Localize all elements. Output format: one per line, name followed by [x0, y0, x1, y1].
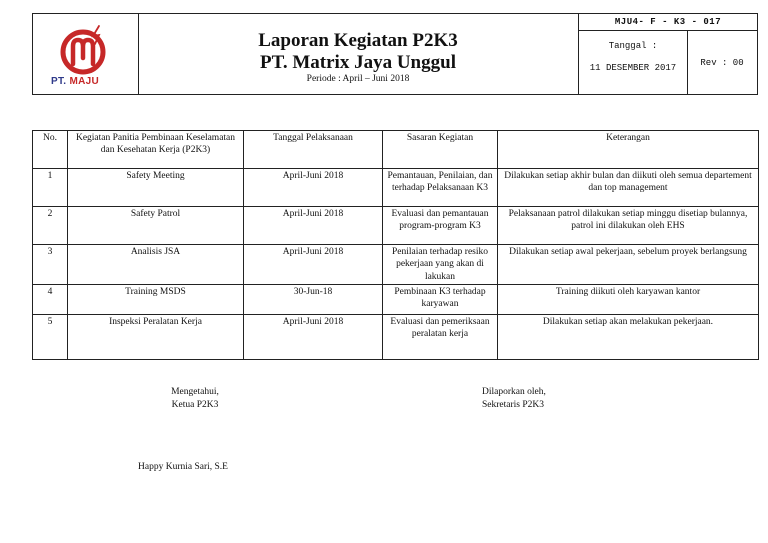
table-row — [33, 207, 759, 245]
cell-tanggal: April-Juni 2018 — [244, 315, 383, 360]
company-logo-icon — [55, 24, 115, 76]
table-row — [33, 285, 759, 315]
table-row — [33, 245, 759, 285]
cell-sasaran: Evaluasi dan pemantauan program-program K3 — [383, 207, 498, 245]
col-header-sasaran: Sasaran Kegiatan — [383, 131, 498, 169]
cell-no: 1 — [33, 169, 68, 207]
logo-cell — [33, 14, 139, 94]
activities-table — [32, 130, 759, 360]
cell-sasaran: Pemantauan, Penilaian, dan terhadap Pelaksanaan K3 — [383, 169, 498, 207]
cell-no: 4 — [33, 285, 68, 315]
cell-tanggal: April-Juni 2018 — [244, 207, 383, 245]
cell-kegiatan: Inspeksi Peralatan Kerja — [68, 315, 244, 360]
col-header-tanggal: Tanggal Pelaksanaan — [244, 131, 383, 169]
cell-keterangan: Dilakukan setiap awal pekerjaan, sebelum proyek berlangsung — [498, 245, 759, 285]
signature-left-line2: Ketua P2K3 — [171, 399, 219, 410]
table-row — [33, 169, 759, 207]
col-header-keterangan: Keterangan — [498, 131, 759, 169]
signature-right-line2: Sekretaris P2K3 — [482, 399, 545, 410]
signature-right-line1: Dilaporkan oleh, — [482, 387, 546, 397]
title-cell — [138, 14, 578, 94]
report-title: Laporan Kegiatan P2K3 — [258, 30, 458, 51]
cell-kegiatan: Safety Patrol — [68, 207, 244, 245]
cell-keterangan: Dilakukan setiap akan melakukan pekerjaan. — [498, 315, 759, 360]
doc-date-cell — [579, 31, 688, 94]
signatory-name: Happy Kurnia Sari, S.E — [138, 462, 228, 472]
doc-info-cell — [578, 14, 757, 94]
cell-keterangan: Pelaksanaan patrol dilakukan setiap minggu disetiap bulannya, patrol ini dilakukan oleh EHS — [498, 207, 759, 245]
revision: Rev : 00 — [700, 58, 744, 68]
date-value: 11 DESEMBER 2017 — [589, 63, 677, 73]
cell-sasaran: Penilaian terhadap resiko pekerjaan yang akan di lakukan — [383, 245, 498, 285]
doc-code: MJU4- F - K3 - 017 — [579, 14, 757, 31]
cell-kegiatan: Training MSDS — [68, 285, 244, 315]
report-period: Periode : April – Juni 2018 — [306, 74, 410, 84]
document-header — [32, 13, 758, 95]
cell-keterangan: Training diikuti oleh karyawan kantor — [498, 285, 759, 315]
cell-keterangan: Dilakukan setiap akhir bulan dan diikuti oleh semua departement dan top management — [498, 169, 759, 207]
col-header-no: No. — [33, 131, 68, 169]
cell-tanggal: April-Juni 2018 — [244, 245, 383, 285]
cell-no: 5 — [33, 315, 68, 360]
cell-no: 2 — [33, 207, 68, 245]
company-name: PT. Matrix Jaya Unggul — [260, 52, 456, 73]
col-header-kegiatan: Kegiatan Panitia Pembinaan Keselamatan dan Kesehatan Kerja (P2K3) — [68, 131, 244, 169]
cell-sasaran: Pembinaan K3 terhadap karyawan — [383, 285, 498, 315]
cell-kegiatan: Safety Meeting — [68, 169, 244, 207]
logo-text: PT. MAJU — [51, 76, 99, 87]
table-header-row — [33, 131, 759, 169]
cell-sasaran: Evaluasi dan pemeriksaan peralatan kerja — [383, 315, 498, 360]
cell-no: 3 — [33, 245, 68, 285]
doc-info-bottom — [579, 31, 757, 94]
date-label: Tanggal : — [608, 41, 658, 51]
cell-kegiatan: Analisis JSA — [68, 245, 244, 285]
cell-tanggal: 30-Jun-18 — [244, 285, 383, 315]
signature-right — [482, 386, 582, 412]
table-row — [33, 315, 759, 360]
cell-tanggal: April-Juni 2018 — [244, 169, 383, 207]
signature-left — [150, 386, 240, 412]
signature-left-line1: Mengetahui, — [171, 387, 219, 397]
